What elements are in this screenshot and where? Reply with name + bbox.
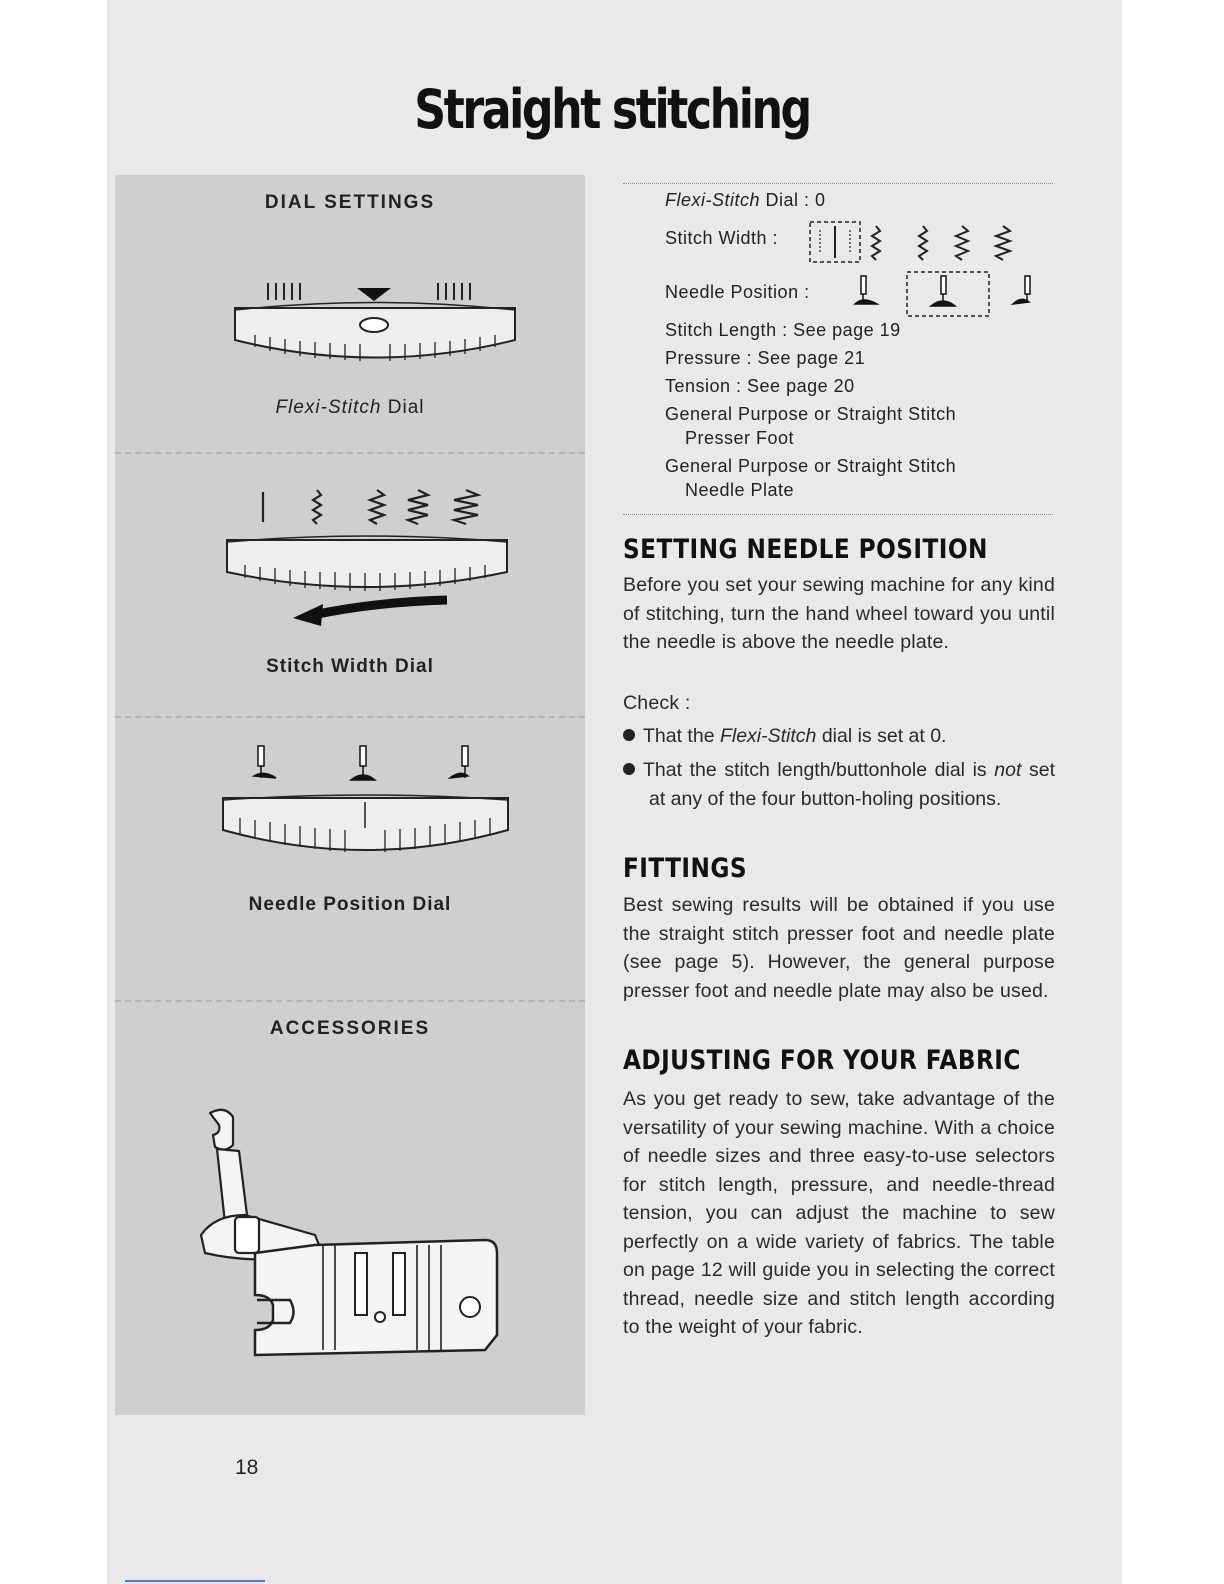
dial-settings-heading: DIAL SETTINGS [264, 192, 436, 213]
bullet-1-text-after: dial is set at 0. [816, 725, 947, 747]
fittings-body: Best sewing results will be obtained if you use the straight stitch presser foot and needle plate (see page 5). However, the general purpose presser foot and needle plate may also be used. [623, 894, 1055, 1002]
bullet-dot-icon [623, 729, 635, 741]
page-number: 18 [235, 1456, 259, 1479]
presser-foot-needle-plate-illustration [195, 1105, 505, 1365]
bullet-2-text-before: That the stitch length/buttonhole dial is [643, 759, 995, 781]
presser-foot-setting-line1: General Purpose or Straight Stitch [665, 404, 957, 424]
fittings-paragraph [623, 891, 1055, 1005]
flexi-stitch-setting-label: Dial : [760, 190, 816, 210]
fittings-heading: FITTINGS [623, 853, 748, 884]
needle-plate-setting-line2: Needle Plate [685, 480, 795, 500]
presser-foot-setting-line2: Presser Foot [685, 428, 795, 448]
pressure-setting: Pressure : See page 21 [665, 348, 866, 368]
panel-divider [115, 716, 585, 718]
bullet-dot-icon [623, 763, 635, 775]
flexi-stitch-dial-caption [115, 397, 585, 419]
adjusting-body: As you get ready to sew, take advantage of the versatility of your sewing machine. With a choice of needle sizes and three easy-to-use selectors for stitch length, pressure, and needle-thread tension, you can adjust the machine to sew perfectly on a wide variety of fabrics. The table on page 12 will guide you in selecting the correct thread, needle size and stitch length according to the weight of your fabric. [623, 1088, 1055, 1338]
flexi-stitch-setting-value: 0 [815, 190, 826, 210]
panel-divider [115, 452, 585, 454]
check-label: Check : [623, 692, 691, 714]
needle-position-dial-caption: Needle Position Dial [248, 894, 452, 915]
needle-plate-setting-line1: General Purpose or Straight Stitch [665, 456, 957, 476]
scan-artifact-line [125, 1580, 265, 1582]
stitch-width-dial-illustration [225, 480, 515, 630]
check-bullet-2 [623, 756, 1055, 813]
panel-divider [115, 1000, 585, 1002]
page-title: Straight stitching [414, 78, 810, 141]
flexi-stitch-dial-illustration [225, 275, 525, 370]
bullet-2-text-after: set at any of the four button-holing positions. [649, 759, 1055, 810]
stitch-width-dial-caption: Stitch Width Dial [266, 656, 434, 677]
bullet-1-text-italic: Flexi-Stitch [719, 725, 817, 747]
flexi-dial-text: Dial [381, 397, 425, 418]
flexi-stitch-setting-italic: Flexi-Stitch [665, 190, 761, 210]
bullet-2-text-italic: not [994, 759, 1022, 781]
flexi-stitch-setting [665, 190, 826, 211]
check-bullet-1 [623, 722, 1055, 751]
tension-setting: Tension : See page 20 [665, 376, 855, 396]
needle-position-body: Before you set your sewing machine for any kind of stitching, turn the hand wheel toward you until the needle is above the needle plate. [623, 574, 1055, 653]
flexi-stitch-italic-text: Flexi-Stitch [275, 397, 382, 418]
adjusting-fabric-heading: ADJUSTING FOR YOUR FABRIC [623, 1045, 1021, 1076]
settings-summary-box [623, 183, 1053, 515]
stitch-length-setting: Stitch Length : See page 19 [665, 320, 901, 340]
adjusting-paragraph [623, 1085, 1055, 1342]
bullet-1-text-before: That the [643, 725, 720, 747]
stitch-width-setting-label: Stitch Width : [665, 228, 779, 248]
needle-position-dial-illustration [218, 740, 518, 875]
needle-position-symbols [853, 270, 1043, 320]
stitch-width-symbols [808, 218, 1018, 266]
needle-position-setting-label: Needle Position : [665, 282, 810, 302]
accessories-heading: ACCESSORIES [269, 1018, 431, 1039]
setting-needle-position-heading: SETTING NEEDLE POSITION [623, 534, 988, 565]
needle-position-paragraph [623, 571, 1055, 657]
